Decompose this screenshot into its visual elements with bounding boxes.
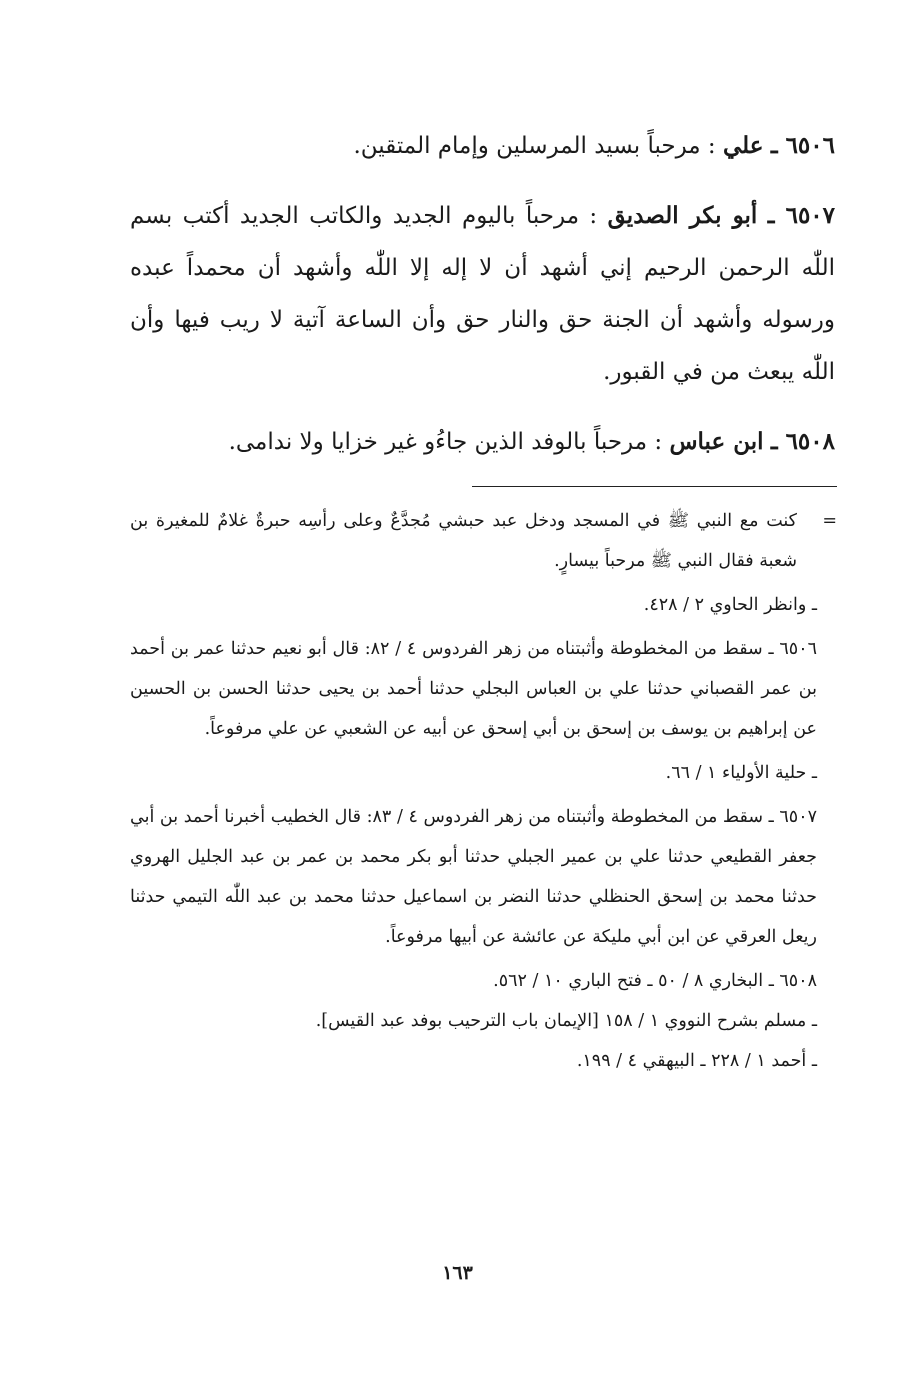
footnote-continuation	[130, 501, 835, 581]
entry-narrator: علي	[723, 132, 764, 159]
footnote-reference: ـ حلية الأولياء ١ / ٦٦.	[665, 763, 817, 783]
entry-text: : مرحباً بالوفد الذين جاءُو غير خزايا ولا ندامى.	[228, 429, 663, 455]
footnotes	[130, 501, 835, 1081]
entry-text: : مرحباً بسيد المرسلين وإمام المتقين.	[353, 133, 716, 159]
entry-number: ٦٥٠٦ ـ	[770, 132, 835, 159]
entry-text: : مرحباً باليوم الجديد والكاتب الجديد أكتب بسم اللّٰه الرحمن الرحيم إني أشهد أن لا إله إلا اللّٰه وأشهد أن محمداً عبده ورسوله وأشهد أن الجنة حق والنار حق وأن الساعة آتية لا ريب فيها وأن اللّٰه يبعث من في القبور.	[130, 203, 835, 385]
entry-number: ٦٥٠٨ ـ	[770, 428, 835, 455]
entry-6507	[130, 190, 835, 398]
footnote-separator	[472, 486, 837, 487]
entry-number: ٦٥٠٧ ـ	[767, 202, 836, 229]
page-body	[130, 120, 835, 1081]
footnote-6508: ٦٥٠٨ ـ البخاري ٨ / ٥٠ ـ فتح الباري ١٠ / ٥٦٢.	[493, 971, 817, 991]
entry-6508	[130, 416, 835, 468]
footnote-reference: ـ مسلم بشرح النووي ١ / ١٥٨ [الإيمان باب الترحيب بوفد عبد القيس].	[315, 1011, 817, 1031]
entry-narrator: أبو بكر الصديق	[607, 202, 758, 229]
footnote-6506: ٦٥٠٦ ـ سقط من المخطوطة وأثبتناه من زهر الفردوس ٤ / ٨٢: قال أبو نعيم حدثنا عمر بن أحمد بن عمر القصباني حدثنا علي بن العباس البجلي حدثنا أحمد بن يحيى حدثنا الحسن بن الحسين عن إبراهيم بن يوسف بن إسحق بن أبي إسحق عن أبيه عن الشعبي عن علي مرفوعاً.	[130, 639, 817, 739]
entry-narrator: ابن عباس	[669, 428, 764, 455]
main-text	[130, 120, 835, 468]
entry-6506	[130, 120, 835, 172]
footnote-6507: ٦٥٠٧ ـ سقط من المخطوطة وأثبتناه من زهر الفردوس ٤ / ٨٣: قال الخطيب أخبرنا أحمد بن أبي جعفر القطيعي حدثنا علي بن عمير الجبلي حدثنا أبو بكر محمد بن عمر بن عبد الجليل الهروي حدثنا محمد بن إسحق الحنظلي حدثنا النضر بن اسماعيل حدثنا محمد بن عبد اللّٰه التيمي حدثنا ريعل العرقي عن ابن أبي مليكة عن عائشة عن أبيها مرفوعاً.	[130, 807, 817, 947]
footnote-reference: ـ وانظر الحاوي ٢ / ٤٢٨.	[643, 595, 817, 615]
page-number: ١٦٣	[442, 1262, 473, 1284]
continuation-mark: =	[822, 511, 837, 531]
footnote-reference: ـ أحمد ١ / ٢٢٨ ـ البيهقي ٤ / ١٩٩.	[576, 1051, 817, 1071]
footnote-text: كنت مع النبي ﷺ في المسجد ودخل عبد حبشي مُجدَّعٌ وعلى رأسِه حبرةٌ غلامٌ للمغيرة بن شعبة فقال النبي ﷺ مرحباً بيسارٍ.	[130, 511, 797, 571]
